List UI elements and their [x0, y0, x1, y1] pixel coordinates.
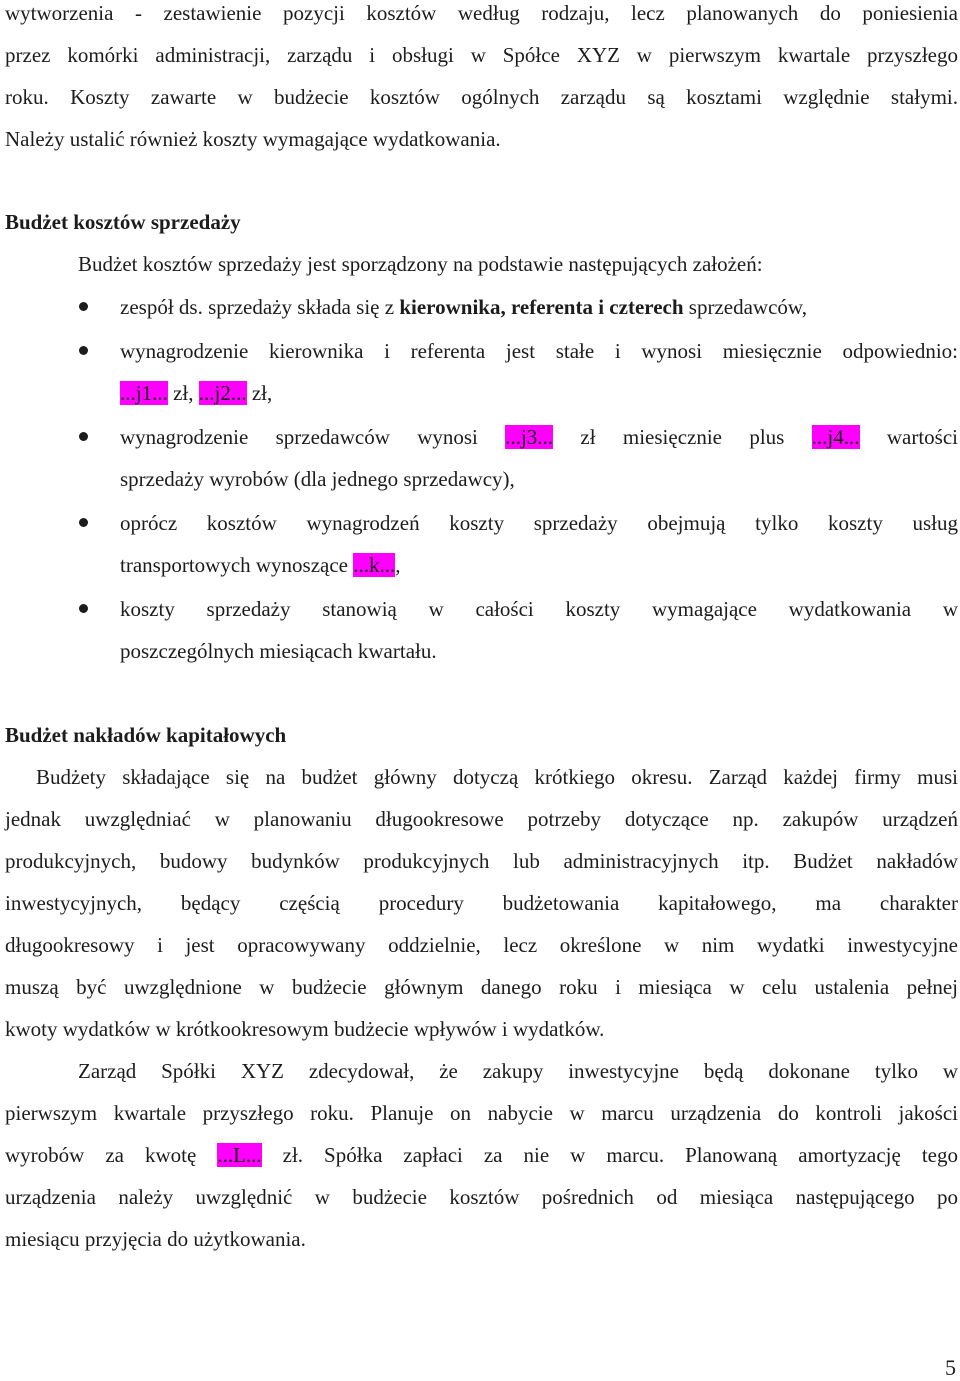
placeholder-L: ...L... [217, 1143, 262, 1167]
paragraph-line: Budżety składające się na budżet główny dotyczą krótkiego okresu. Zarząd każdej firmy musi [36, 765, 958, 789]
paragraph-line: urządzenia należy uwzględnić w budżecie kosztów pośrednich od miesiąca następującego po [5, 1185, 958, 1209]
paragraph-line: długookresowy i jest opracowywany oddzielnie, lecz określone w nim wydatki inwestycyjne [5, 933, 958, 957]
paragraph-line: produkcyjnych, budowy budynków produkcyjnych lub administracyjnych itp. Budżet nakładów [5, 849, 958, 873]
intro-line: wytworzenia - zestawienie pozycji kosztów według rodzaju, lecz planowanych do poniesienia [5, 1, 958, 25]
paragraph-line: kwoty wydatków w krótkookresowym budżecie wpływów i wydatków. [5, 1017, 605, 1041]
paragraph-line: pierwszym kwartale przyszłego roku. Planuje on nabycie w marcu urządzenia do kontroli jakości [5, 1101, 958, 1125]
bullet-item-continuation: ...j1... zł, ...j2... zł, [120, 381, 273, 405]
paragraph-line: miesiącu przyjęcia do użytkowania. [5, 1227, 306, 1251]
placeholder-k: ...k... [353, 553, 396, 577]
sales-lead: Budżet kosztów sprzedaży jest sporządzony na podstawie następujących założeń: [78, 252, 763, 276]
bullet-item: wynagrodzenie sprzedawców wynosi ...j3... zł miesięcznie plus ...j4... wartości [120, 425, 958, 449]
bullet-item-continuation: sprzedaży wyrobów (dla jednego sprzedawcy), [120, 467, 515, 491]
paragraph-line: jednak uwzględniać w planowaniu długookresowe potrzeby dotyczące np. zakupów urządzeń [5, 807, 958, 831]
bullet-item-continuation: poszczególnych miesiącach kwartału. [120, 639, 437, 663]
bullet-item: koszty sprzedaży stanowią w całości koszty wymagające wydatkowania w [120, 597, 958, 621]
page-number: 5 [945, 1355, 956, 1380]
placeholder-j4: ...j4... [811, 425, 860, 449]
bullet-item: zespół ds. sprzedaży składa się z kierownika, referenta i czterech sprzedawców, [120, 295, 807, 319]
bullet-icon [79, 432, 88, 441]
paragraph-line: wyrobów za kwotę ...L... zł. Spółka zapłaci za nie w marcu. Planowaną amortyzację tego [5, 1143, 958, 1167]
intro-line: roku. Koszty zawarte w budżecie kosztów ogólnych zarządu są kosztami względnie stałymi. [5, 85, 958, 109]
section-heading-capital: Budżet nakładów kapitałowych [5, 723, 287, 747]
placeholder-j2: ...j2... [198, 381, 247, 405]
bullet-item: wynagrodzenie kierownika i referenta jest stałe i wynosi miesięcznie odpowiednio: [120, 339, 958, 363]
bullet-icon [79, 518, 88, 527]
bullet-icon [79, 346, 88, 355]
bullet-item-continuation: transportowych wynoszące ...k..., [120, 553, 401, 577]
paragraph-line: muszą być uwzględnione w budżecie głównym danego roku i miesiąca w celu ustalenia pełnej [5, 975, 958, 999]
intro-line: Należy ustalić również koszty wymagające wydatkowania. [5, 127, 501, 151]
bullet-icon [79, 604, 88, 613]
placeholder-j1: ...j1... [120, 381, 168, 405]
bullet-icon [79, 302, 88, 311]
section-heading-sales: Budżet kosztów sprzedaży [5, 210, 241, 234]
paragraph-line: Zarząd Spółki XYZ zdecydował, że zakupy inwestycyjne będą dokonane tylko w [78, 1059, 958, 1083]
paragraph-line: inwestycyjnych, będący częścią procedury budżetowania kapitałowego, ma charakter [5, 891, 958, 915]
placeholder-j3: ...j3... [505, 425, 554, 449]
bullet-item: oprócz kosztów wynagrodzeń koszty sprzedaży obejmują tylko koszty usług [120, 511, 958, 535]
intro-line: przez komórki administracji, zarządu i obsługi w Spółce XYZ w pierwszym kwartale przyszłego [5, 43, 958, 67]
